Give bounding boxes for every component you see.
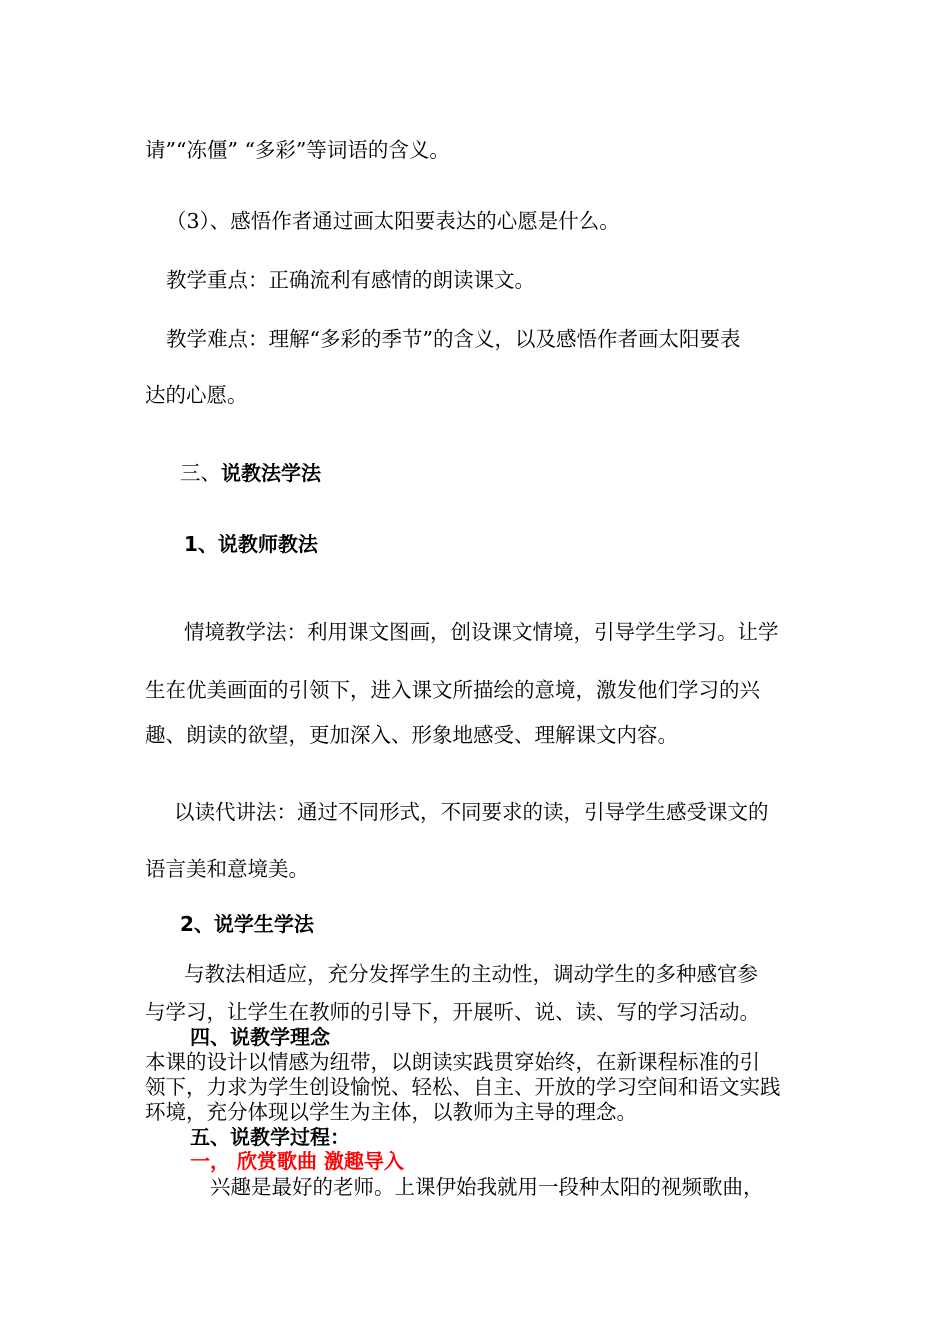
paragraph-reading-method: 以读代讲法：通过不同形式，不同要求的读，引导学生感受课文的 xyxy=(174,800,769,824)
subsection-1-heading: 1、说教师教法 xyxy=(184,532,318,556)
section-3-heading xyxy=(180,461,321,485)
paragraph-step-1: 兴趣是最好的老师。上课伊始我就用一段种太阳的视频歌曲， xyxy=(210,1175,764,1199)
paragraph-reading-method-cont: 语言美和意境美。 xyxy=(145,857,309,881)
paragraph-situational-method: 情境教学法：利用课文图画，创设课文情境，引导学生学习。让学 xyxy=(184,620,779,644)
section-5-heading: 五、说教学过程： xyxy=(190,1125,350,1149)
subsection-2-heading: 2、说学生学法 xyxy=(180,912,314,936)
paragraph-situational-method-cont-2: 趣、朗读的欲望，更加深入、形象地感受、理解课文内容。 xyxy=(145,723,678,747)
paragraph-student-method-cont: 与学习，让学生在教师的引导下，开展听、说、读、写的学习活动。 xyxy=(145,1000,760,1024)
paragraph-philosophy-2: 领下，力求为学生创设愉悦、轻松、自主、开放的学习空间和语文实践 xyxy=(145,1075,781,1099)
process-step-1-heading: 一， 欣赏歌曲 激趣导入 xyxy=(190,1149,404,1173)
paragraph-philosophy-3: 环境，充分体现以学生为主体，以教师为主导的理念。 xyxy=(145,1100,637,1124)
text-line-1: 请”“冻僵” “多彩”等词语的含义。 xyxy=(145,138,450,162)
section-3-prefix: 三、 xyxy=(180,461,221,485)
teaching-key-point: 教学重点：正确流利有感情的朗读课文。 xyxy=(166,268,535,292)
paragraph-philosophy-1: 本课的设计以情感为纽带，以朗读实践贯穿始终，在新课程标准的引 xyxy=(145,1050,760,1074)
teaching-difficulty: 教学难点：理解“多彩的季节”的含义，以及感悟作者画太阳要表 xyxy=(166,327,741,351)
paragraph-student-method: 与教法相适应，充分发挥学生的主动性，调动学生的多种感官参 xyxy=(184,962,758,986)
paragraph-situational-method-cont-1: 生在优美画面的引领下，进入课文所描绘的意境，激发他们学习的兴 xyxy=(145,678,760,702)
section-4-heading: 四、说教学理念 xyxy=(190,1025,330,1049)
section-3-title: 说教法学法 xyxy=(221,461,321,485)
objective-3: （3）、感悟作者通过画太阳要表达的心愿是什么。 xyxy=(166,209,620,233)
teaching-difficulty-cont: 达的心愿。 xyxy=(145,383,248,407)
